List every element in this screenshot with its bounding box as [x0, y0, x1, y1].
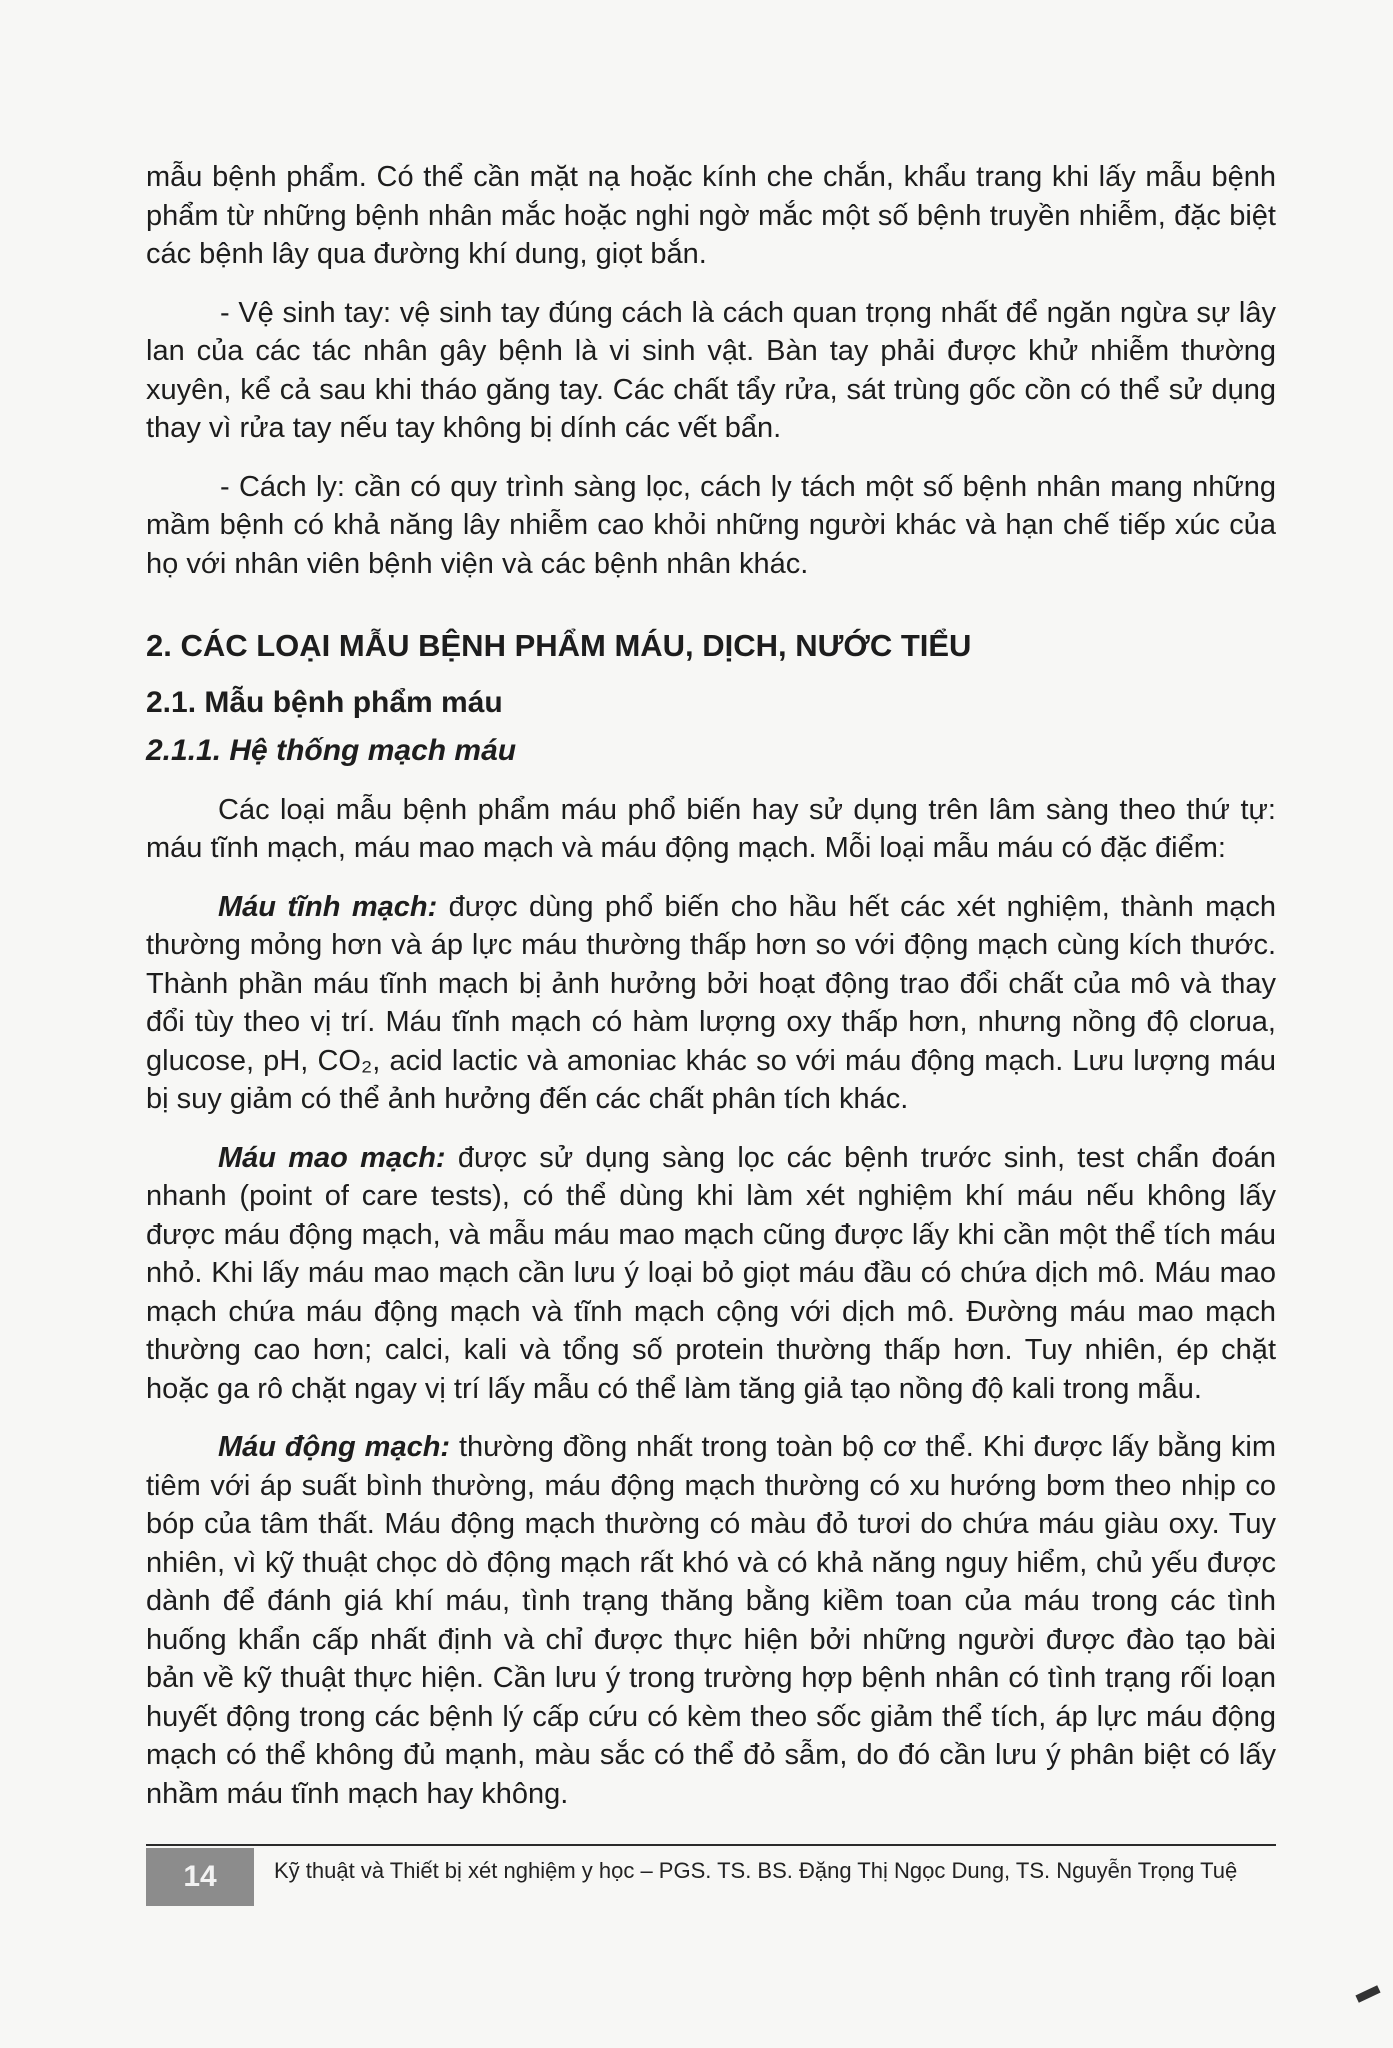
- arterial-blood-paragraph: [146, 1428, 1276, 1813]
- hand-hygiene-item: - Vệ sinh tay: vệ sinh tay đúng cách là cách quan trọng nhất để ngăn ngừa sự lây lan của các tác nhân gây bệnh là vi sinh vật. Bàn tay phải được khử nhiễm thường xuyên, kể cả sau khi tháo găng tay. Các chất tẩy rửa, sát trùng gốc cồn có thể sử dụng thay vì rửa tay nếu tay không bị dính các vết bẩn.: [146, 296, 1276, 444]
- section-heading: 2. CÁC LOẠI MẪU BỆNH PHẨM MÁU, DỊCH, NƯỚC TIỂU: [146, 628, 972, 663]
- intro-paragraph: Các loại mẫu bệnh phẩm máu phổ biến hay sử dụng trên lâm sàng theo thứ tự: máu tĩnh mạch, máu mao mạch và máu động mạch. Mỗi loại mẫu máu có đặc điểm:: [146, 793, 1276, 864]
- isolation-item: - Cách ly: cần có quy trình sàng lọc, cách ly tách một số bệnh nhân mang những mầm bệnh có khả năng lây nhiễm cao khỏi những người khác và hạn chế tiếp xúc của họ với nhân viên bệnh viện và các bệnh nhân khác.: [146, 470, 1276, 580]
- venous-blood-text: được dùng phổ biến cho hầu hết các xét nghiệm, thành mạch thường mỏng hơn và áp lực máu thường thấp hơn so với động mạch cùng kích thước. Thành phần máu tĩnh mạch bị ảnh hưởng bởi hoạt động trao đổi chất của mô và thay đổi tùy theo vị trí. Máu tĩnh mạch có hàm lượng oxy thấp hơn, nhưng nồng độ clorua, glucose, pH, CO₂, acid lactic và amoniac khác so với máu động mạch. Lưu lượng máu bị suy giảm có thể ảnh hưởng đến các chất phân tích khác.: [146, 890, 1276, 1115]
- footer-divider: [146, 1844, 1276, 1846]
- capillary-blood-term: Máu mao mạch:: [218, 1141, 446, 1174]
- capillary-blood-paragraph: [146, 1139, 1276, 1409]
- page-number: 14: [146, 1848, 254, 1906]
- body-text: [146, 158, 1276, 1833]
- scan-artifact: [1355, 1985, 1380, 2002]
- capillary-blood-text: được sử dụng sàng lọc các bệnh trước sinh, test chẩn đoán nhanh (point of care tests), có thể dùng khi làm xét nghiệm khí máu nếu không lấy được máu động mạch, và mẫu máu mao mạch cũng được lấy khi cần một thể tích máu nhỏ. Khi lấy máu mao mạch cần lưu ý loại bỏ giọt máu đầu có chứa dịch mô. Máu mao mạch chứa máu động mạch và tĩnh mạch cộng với dịch mô. Đường máu mao mạch thường cao hơn; calci, kali và tổng số protein thường thấp hơn. Tuy nhiên, ép chặt hoặc ga rô chặt ngay vị trí lấy mẫu có thể làm tăng giả tạo nồng độ kali trong mẫu.: [146, 1141, 1276, 1405]
- subsubsection-heading: 2.1.1. Hệ thống mạch máu: [146, 734, 517, 767]
- footer-running-title: Kỹ thuật và Thiết bị xét nghiệm y học – PGS. TS. BS. Đặng Thị Ngọc Dung, TS. Nguyễn Trọng Tuệ: [274, 1858, 1238, 1883]
- subsection-heading: 2.1. Mẫu bệnh phẩm máu: [146, 685, 503, 719]
- paragraph-continuation: mẫu bệnh phẩm. Có thể cần mặt nạ hoặc kính che chắn, khẩu trang khi lấy mẫu bệnh phẩm từ những bệnh nhân mắc hoặc nghi ngờ mắc một số bệnh truyền nhiễm, đặc biệt các bệnh lây qua đường khí dung, giọt bắn.: [146, 161, 1276, 270]
- venous-blood-term: Máu tĩnh mạch:: [218, 890, 438, 923]
- arterial-blood-text: thường đồng nhất trong toàn bộ cơ thể. Khi được lấy bằng kim tiêm với áp suất bình thường, máu động mạch thường có xu hướng bơm theo nhịp co bóp của tâm thất. Máu động mạch thường có màu đỏ tươi do chứa máu giàu oxy. Tuy nhiên, vì kỹ thuật chọc dò động mạch rất khó và có khả năng nguy hiểm, chủ yếu được dành để đánh giá khí máu, tình trạng thăng bằng kiềm toan của máu trong các tình huống khẩn cấp nhất định và chỉ được thực hiện bởi những người được đào tạo bài bản về kỹ thuật thực hiện. Cần lưu ý trong trường hợp bệnh nhân có tình trạng rối loạn huyết động trong các bệnh lý cấp cứu có kèm theo sốc giảm thể tích, áp lực máu động mạch có thể không đủ mạnh, màu sắc có thể đỏ sẫm, do đó cần lưu ý phân biệt có lấy nhầm máu tĩnh mạch hay không.: [146, 1431, 1276, 1810]
- venous-blood-paragraph: [146, 888, 1276, 1119]
- arterial-blood-term: Máu động mạch:: [218, 1431, 451, 1463]
